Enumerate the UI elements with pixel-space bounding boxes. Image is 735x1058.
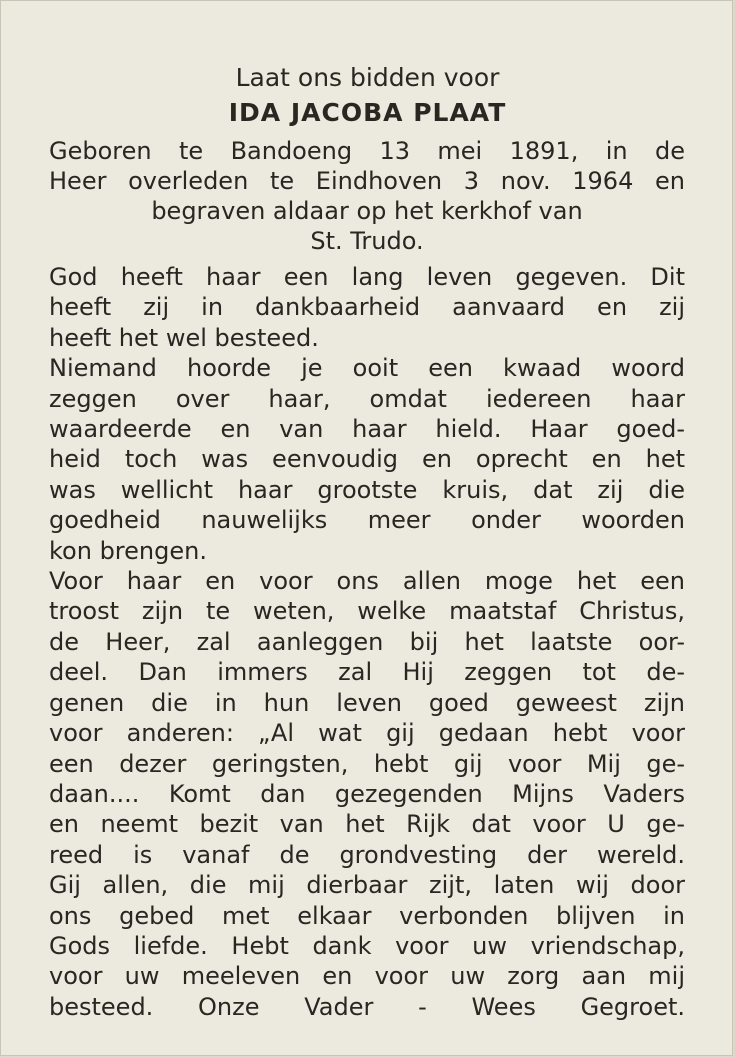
- text-line: God heeft haar een lang leven gegeven. Dit: [49, 263, 685, 291]
- text-line: troost zijn te weten, welke maatstaf Christus,: [49, 597, 685, 626]
- text-line: een dezer geringsten, hebt gij voor Mij ge-: [49, 749, 685, 778]
- text-line: genen die in hun leven goed geweest zijn: [49, 688, 685, 717]
- text-line: Gods liefde. Hebt dank voor uw vriendschap,: [49, 931, 685, 960]
- text-line: Voor haar en voor ons allen moge het een: [49, 567, 685, 596]
- memorial-text: [49, 262, 685, 1022]
- biography-block: [49, 136, 685, 256]
- text-line: Gij allen, die mij dierbaar zijt, laten wij door: [49, 871, 685, 900]
- text-line: heeft het wel besteed.: [49, 323, 319, 352]
- text-line: Niemand hoorde je ooit een kwaad woord: [49, 354, 685, 383]
- text-line: voor uw meeleven en voor uw zorg aan mij: [49, 962, 685, 991]
- bio-line: begraven aldaar op het kerkhof van: [151, 197, 583, 225]
- text-line: zeggen over haar, omdat iedereen haar: [49, 384, 685, 413]
- text-line: reed is vanaf de grondvesting der wereld.: [49, 840, 685, 869]
- intro-line: Laat ons bidden voor: [235, 63, 500, 92]
- deceased-name: IDA JACOBA PLAAT: [228, 98, 507, 127]
- text-line: heeft zij in dankbaarheid aanvaard en zij: [49, 293, 685, 322]
- closing-line: besteed. Onze Vader - Wees Gegroet.: [49, 992, 685, 1021]
- text-line: deel. Dan immers zal Hij zeggen tot de-: [49, 658, 685, 687]
- text-line: de Heer, zal aanleggen bij het laatste oor-: [49, 627, 685, 656]
- bio-line: Heer overleden te Eindhoven 3 nov. 1964 en: [49, 167, 685, 195]
- text-line: ons gebed met elkaar verbonden blijven in: [49, 901, 685, 930]
- text-line: was wellicht haar grootste kruis, dat zij die: [49, 475, 685, 504]
- text-line: goedheid nauwelijks meer onder woorden: [49, 506, 685, 535]
- bio-line: Geboren te Bandoeng 13 mei 1891, in de: [49, 137, 685, 165]
- text-line: kon brengen.: [49, 536, 207, 565]
- text-line: waardeerde en van haar hield. Haar goed-: [49, 415, 685, 444]
- text-line: daan.... Komt dan gezegenden Mijns Vaders: [49, 779, 685, 808]
- text-line: voor anderen: „Al wat gij gedaan hebt voor: [49, 719, 685, 748]
- bio-line: St. Trudo.: [310, 227, 424, 255]
- text-line: en neemt bezit van het Rijk dat voor U ge-: [49, 810, 685, 839]
- text-line: heid toch was eenvoudig en oprecht en het: [49, 445, 685, 474]
